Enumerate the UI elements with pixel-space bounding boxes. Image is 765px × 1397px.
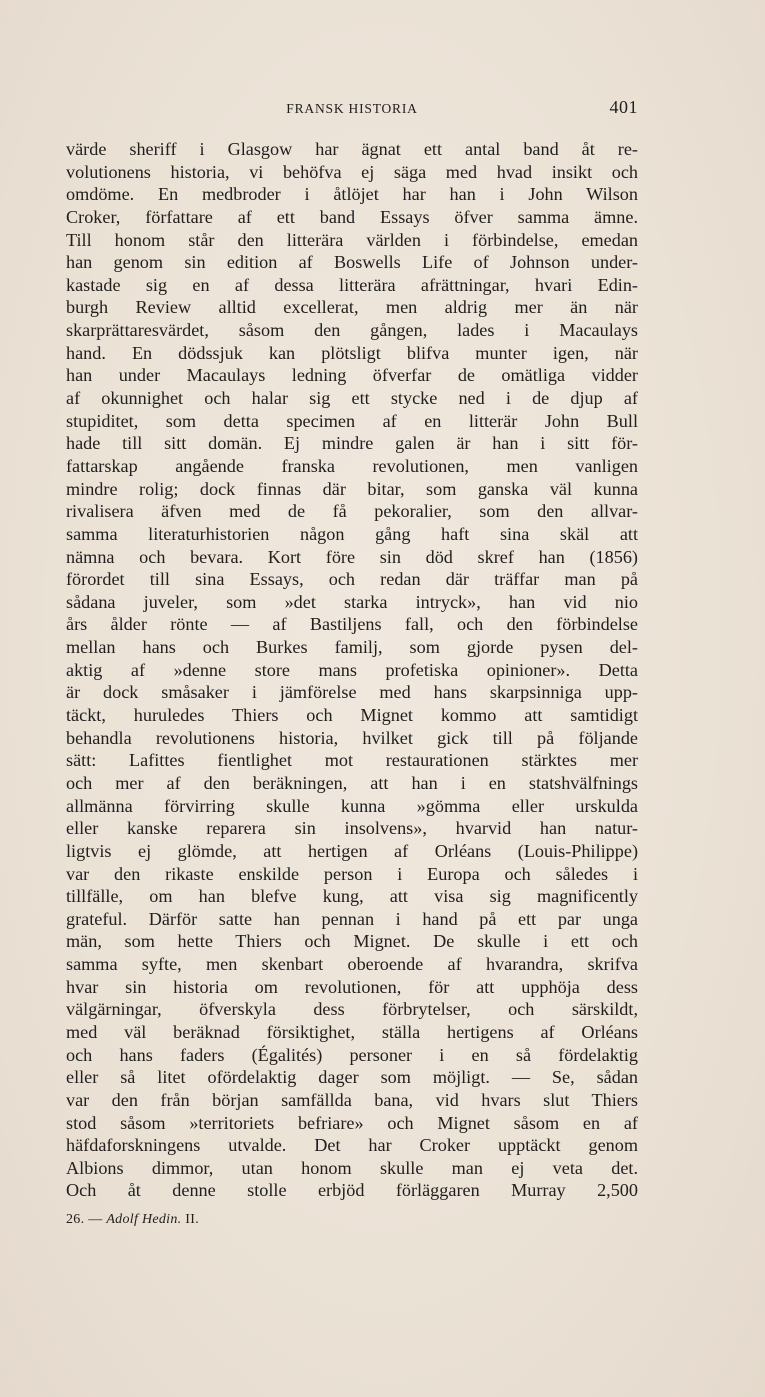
- text-line: sätt: Lafittes fientlighet mot restaurationen stärktes mer: [66, 750, 638, 771]
- text-line: täckt, huruledes Thiers och Mignet kommo att samtidigt: [66, 705, 638, 726]
- text-line: män, som hette Thiers och Mignet. De skulle i ett och: [66, 931, 638, 952]
- text-line: eller så litet ofördelaktig dager som möjligt. — Se, sådan: [66, 1067, 638, 1088]
- text-line: hvar sin historia om revolutionen, för att upphöja dess: [66, 976, 638, 997]
- text-line: burgh Review alltid excellerat, men aldrig mer än när: [66, 297, 638, 318]
- text-line: han genom sin edition af Boswells Life of Johnson under-: [66, 252, 638, 273]
- text-line: behandla revolutionens historia, hvilket gick till på följande: [66, 727, 638, 748]
- text-line: aktig af »denne store mans profetiska opinioner». Detta: [66, 659, 638, 680]
- text-line: förordet till sina Essays, och redan där träffar man på: [66, 569, 638, 590]
- text-line: Till honom står den litterära världen i förbindelse, emedan: [66, 229, 638, 250]
- text-line: fattarskap angående franska revolutionen, men vanligen: [66, 455, 638, 476]
- text-line: ligtvis ej glömde, att hertigen af Orléans (Louis-Philippe): [66, 840, 638, 861]
- text-line: Albions dimmor, utan honom skulle man ej veta det.: [66, 1157, 638, 1178]
- text-line: kastade sig en af dessa litterära afrättningar, hvari Edin-: [66, 274, 638, 295]
- text-line: Croker, författare af ett band Essays öfver samma ämne.: [66, 206, 638, 227]
- text-line: välgärningar, öfverskyla dess förbrytelser, och särskildt,: [66, 999, 638, 1020]
- text-line: och hans faders (Égalités) personer i en så fördelaktig: [66, 1044, 638, 1065]
- text-line: nämna och bevara. Kort före sin död skref han (1856): [66, 546, 638, 567]
- printer-signature: [66, 1212, 199, 1228]
- text-line: är dock småsaker i jämförelse med hans skarpsinniga upp-: [66, 682, 638, 703]
- signature-author: Adolf Hedin.: [106, 1212, 182, 1227]
- text-line: stod såsom »territoriets befriare» och Mignet såsom en af: [66, 1112, 638, 1133]
- text-line: hand. En dödssjuk kan plötsligt blifva munter igen, när: [66, 342, 638, 363]
- text-line: volutionens historia, vi behöfva ej säga med hvad insikt och: [66, 161, 638, 182]
- text-line: var den från början samfällda bana, vid hvars slut Thiers: [66, 1089, 638, 1110]
- text-line: värde sheriff i Glasgow har ägnat ett antal band åt re-: [66, 139, 638, 159]
- text-line: sådana juveler, som »det starka intryck», han vid nio: [66, 591, 638, 612]
- signature-number: 26. —: [66, 1212, 103, 1227]
- text-line: hade till sitt domän. Ej mindre galen är han i sitt för-: [66, 433, 638, 454]
- text-line: häfdaforskningens utvalde. Det har Croker upptäckt genom: [66, 1135, 638, 1156]
- text-line: omdöme. En medbroder i åtlöjet har han i John Wilson: [66, 184, 638, 205]
- text-line: allmänna förvirring skulle kunna »gömma eller urskulda: [66, 795, 638, 816]
- running-head: [66, 97, 638, 121]
- text-line: han under Macaulays ledning öfverfar de omätliga vidder: [66, 365, 638, 386]
- text-line: mellan hans och Burkes familj, som gjorde pysen del-: [66, 637, 638, 658]
- text-line: var den rikaste enskilde person i Europa och således i: [66, 863, 638, 884]
- text-line: grateful. Därför satte han pennan i hand på ett par unga: [66, 908, 638, 929]
- body-text: [66, 138, 638, 1202]
- signature-volume: II.: [185, 1212, 200, 1227]
- text-line: års ålder rönte — af Bastiljens fall, och den förbindelse: [66, 614, 638, 635]
- text-line: samma literaturhistorien någon gång haft sina skäl att: [66, 523, 638, 544]
- text-line: eller kanske reparera sin insolvens», hvarvid han natur-: [66, 818, 638, 839]
- text-line: tillfälle, om han blefve kung, att visa sig magnificently: [66, 886, 638, 907]
- text-line: skarprättaresvärdet, såsom den gången, lades i Macaulays: [66, 320, 638, 341]
- text-line: med väl beräknad försiktighet, ställa hertigens af Orléans: [66, 1021, 638, 1042]
- page-number: 401: [609, 97, 638, 117]
- text-line: samma syfte, men skenbart oberoende af hvarandra, skrifva: [66, 954, 638, 975]
- text-line: stupiditet, som detta specimen af en litterär John Bull: [66, 410, 638, 431]
- text-line: mindre rolig; dock finnas där bitar, som ganska väl kunna: [66, 478, 638, 499]
- text-line: Och åt denne stolle erbjöd förläggaren Murray 2,500: [66, 1180, 638, 1201]
- text-line: af okunnighet och halar sig ett stycke ned i de djup af: [66, 388, 638, 409]
- running-head-title: FRANSK HISTORIA: [286, 101, 418, 116]
- text-line: rivalisera äfven med de få pekoralier, som den allvar-: [66, 501, 638, 522]
- text-line: och mer af den beräkningen, att han i en statshvälfnings: [66, 772, 638, 793]
